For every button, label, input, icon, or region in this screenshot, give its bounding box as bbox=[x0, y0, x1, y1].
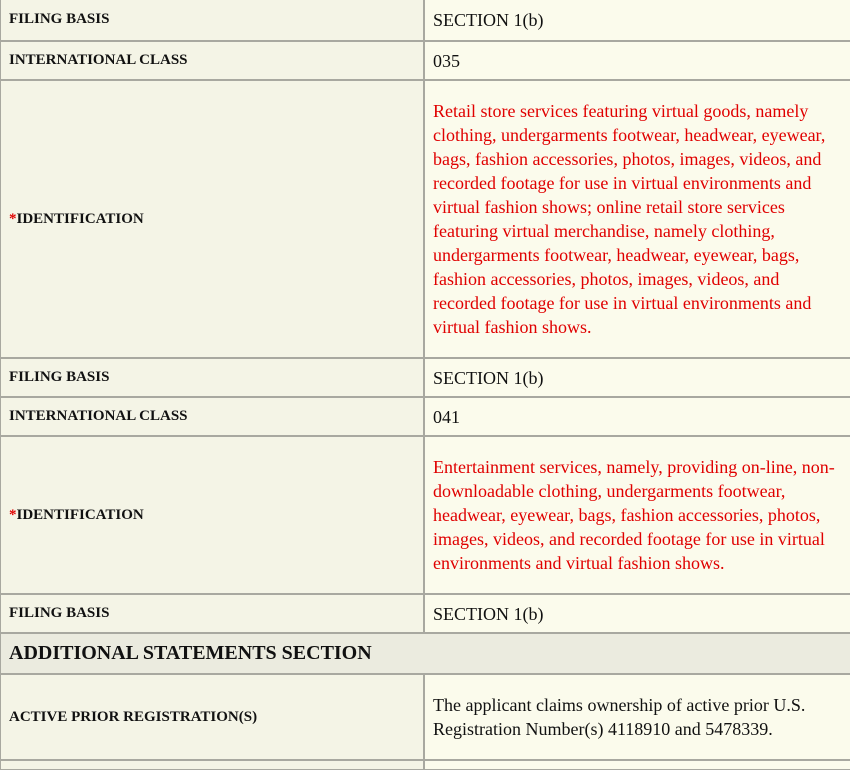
required-marker: * bbox=[9, 210, 17, 227]
international-class-value: 041 bbox=[424, 397, 850, 436]
international-class-label: INTERNATIONAL CLASS bbox=[0, 397, 424, 436]
filing-basis-label: FILING BASIS bbox=[0, 0, 424, 41]
international-class-label: INTERNATIONAL CLASS bbox=[0, 41, 424, 80]
filing-basis-label: FILING BASIS bbox=[0, 358, 424, 397]
identification-value: Retail store services featuring virtual goods, namely clothing, undergarments footwear, headwear, eyewear, bags, fashion accessories, photos, images, videos, and recorded footage for use in virtual environments and virtual fashion shows; online retail store services featuring virtual merchandise, namely clothing, undergarments footwear, headwear, eyewear, bags, fashion accessories, photos, images, videos, and recorded footage for use in virtual environments and virtual fashion shows. bbox=[424, 80, 850, 358]
required-marker: * bbox=[9, 506, 17, 523]
table-row bbox=[0, 41, 850, 80]
table-row bbox=[0, 436, 850, 594]
filing-basis-value: SECTION 1(b) bbox=[424, 594, 850, 633]
section-title: ADDITIONAL STATEMENTS SECTION bbox=[0, 633, 850, 674]
identification-label bbox=[0, 436, 424, 594]
table-row bbox=[0, 397, 850, 436]
international-class-value: 035 bbox=[424, 41, 850, 80]
identification-value: Entertainment services, namely, providing on-line, non-downloadable clothing, undergarments footwear, headwear, eyewear, bags, fashion accessories, photos, images, videos, and recorded footage for use in virtual environments and virtual fashion shows. bbox=[424, 436, 850, 594]
empty-cell bbox=[424, 760, 850, 770]
identification-label-text: IDENTIFICATION bbox=[16, 210, 144, 227]
table-row bbox=[0, 80, 850, 358]
table-row bbox=[0, 0, 850, 41]
filing-basis-value: SECTION 1(b) bbox=[424, 358, 850, 397]
identification-label-text: IDENTIFICATION bbox=[16, 506, 144, 523]
filing-basis-label: FILING BASIS bbox=[0, 594, 424, 633]
table-row bbox=[0, 594, 850, 633]
filing-basis-value: SECTION 1(b) bbox=[424, 0, 850, 41]
table-row bbox=[0, 674, 850, 760]
table-row bbox=[0, 358, 850, 397]
identification-label bbox=[0, 80, 424, 358]
table-row bbox=[0, 760, 850, 770]
active-prior-registrations-label: ACTIVE PRIOR REGISTRATION(S) bbox=[0, 674, 424, 760]
active-prior-registrations-value: The applicant claims ownership of active prior U.S. Registration Number(s) 4118910 and 5478339. bbox=[424, 674, 850, 760]
empty-cell bbox=[0, 760, 424, 770]
section-row bbox=[0, 633, 850, 674]
